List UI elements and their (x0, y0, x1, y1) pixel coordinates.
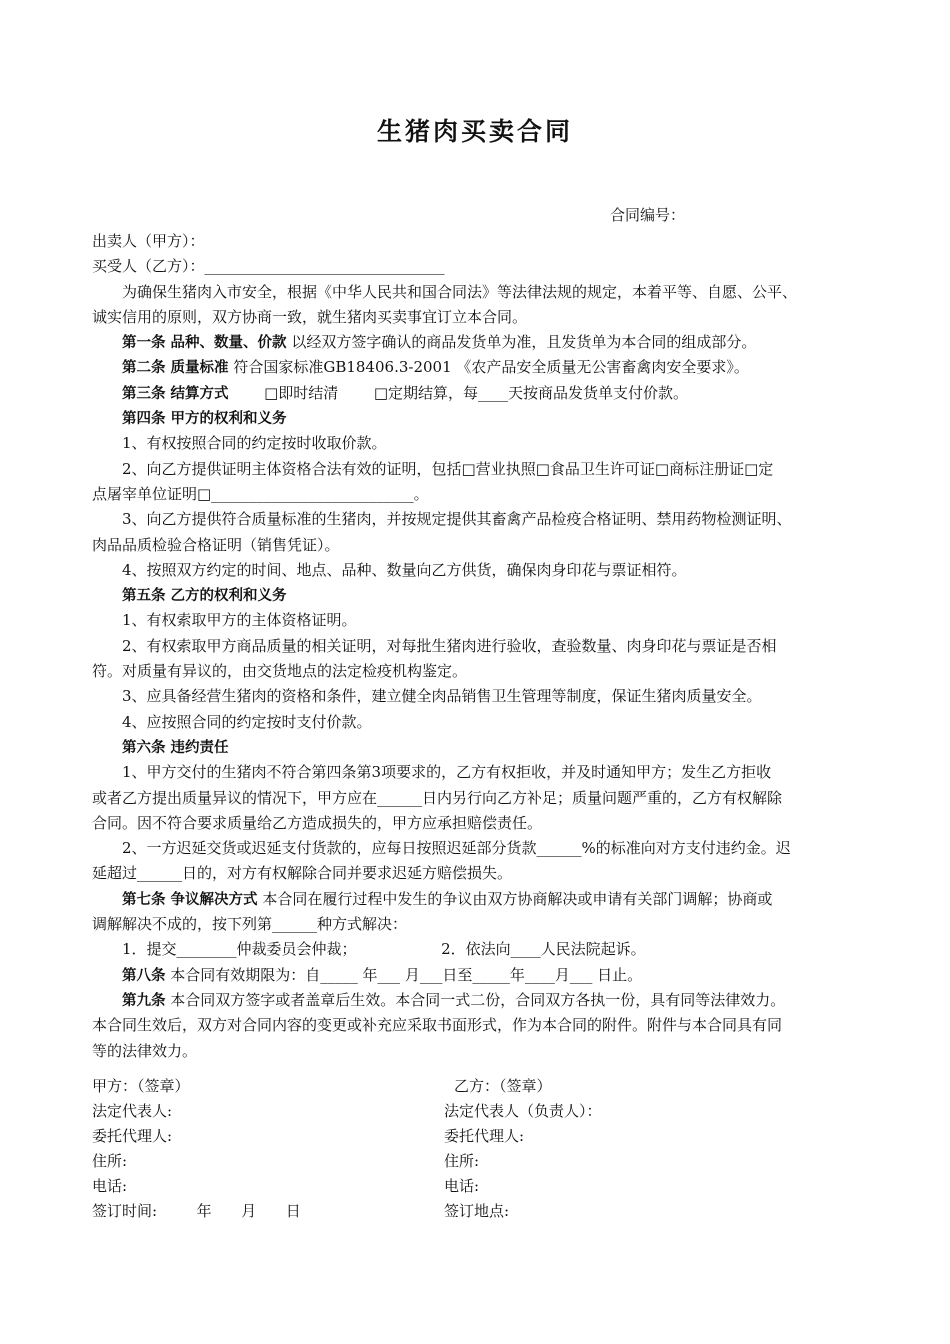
article-text: 本合同双方签字或者盖章后生效。本合同一式二份，合同双方各执一份，具有同等法律效力。 (170, 990, 786, 1009)
party-a-representative: 法定代表人: (92, 1102, 173, 1120)
article-3 (92, 381, 876, 406)
article-9 (92, 988, 876, 1013)
seller-line: 出卖人（甲方）： (92, 232, 205, 250)
article-text: 本合同在履行过程中发生的争议由双方协商解决或申请有关部门调解；协商或 (262, 889, 773, 908)
clause-line: 3、向乙方提供符合质量标准的生猪肉，并按规定提供其畜禽产品检疫合格证明、禁用药物检测证明、 (122, 510, 792, 529)
article-heading: 第六条 违约责任 (122, 739, 229, 756)
clause-line: 延超过______日的，对方有权解除合同并要求迟延方赔偿损失。 (92, 864, 513, 883)
dispute-option-court: 2．依法向____人民法院起诉。 (441, 940, 646, 959)
article-2 (92, 355, 876, 380)
clause-line: 4、应按照合同的约定按时支付价款。 (122, 712, 372, 731)
clause-line: 调解解决不成的，按下列第______种方式解决： (92, 915, 408, 934)
party-a-phone: 电话: (92, 1177, 128, 1195)
article-text: 符合国家标准GB18406.3-2001 《农产品安全质量无公害畜禽肉安全要求》。 (233, 358, 749, 377)
signature-block (92, 1074, 876, 1224)
clause-line: 点屠宰单位证明□___________________________。 (92, 484, 429, 503)
article-8 (92, 963, 876, 988)
contract-number-label: 合同编号： (610, 206, 686, 224)
clause-line: 合同。因不符合要求质量给乙方造成损失的，甲方应承担赔偿责任。 (92, 813, 543, 832)
article-heading: 第七条 争议解决方式 (122, 891, 258, 908)
article-heading: 第二条 质量标准 (122, 360, 229, 377)
clause-line: 3、应具备经营生猪肉的资格和条件，建立健全肉品销售卫生管理等制度，保证生猪肉质量安全。 (122, 687, 762, 706)
page-title: 生猪肉买卖合同 (376, 117, 573, 146)
article-heading: 第九条 (122, 992, 166, 1009)
party-b-phone: 电话: (444, 1177, 480, 1195)
signing-date (92, 1199, 444, 1224)
clause-line: 或者乙方提出质量异议的情况下，甲方应在______日内另行向乙方补足；质量问题严重的，乙方有权解除 (92, 788, 783, 807)
dispute-options (92, 937, 876, 962)
month-label: 月 (241, 1202, 257, 1220)
clause-line: 4、按照双方约定的时间、地点、品种、数量向乙方供货，确保肉身印花与票证相符。 (122, 560, 687, 579)
party-a-address: 住所: (92, 1152, 128, 1170)
party-b-agent: 委托代理人: (444, 1127, 525, 1145)
buyer-line: 买受人（乙方）：________________________________ (92, 257, 445, 276)
clause-line: 1、有权索取甲方的主体资格证明。 (122, 611, 357, 630)
article-text: 以经双方签字确认的商品发货单为准，且发货单为本合同的组成部分。 (291, 333, 757, 352)
article-5 (92, 583, 876, 608)
article-heading: 第三条 结算方式 (122, 385, 229, 402)
settlement-option-periodic: □定期结算，每____天按商品发货单支付价款。 (373, 383, 689, 402)
article-heading: 第一条 品种、数量、价款 (122, 335, 287, 352)
party-b-representative: 法定代表人（负责人）： (444, 1102, 602, 1120)
clause-line: 1、有权按照合同的约定按时收取价款。 (122, 434, 387, 453)
signing-place: 签订地点: (444, 1202, 510, 1220)
dispute-option-arbitration: 1．提交________仲裁委员会仲裁； (122, 940, 357, 959)
settlement-option-immediate: □即时结清 (264, 383, 339, 402)
clause-line: 符。对质量有异议的，由交货地点的法定检疫机构鉴定。 (92, 662, 468, 681)
clause-line: 2、有权索取甲方商品质量的相关证明，对每批生猪肉进行验收，查验数量、肉身印花与票证是否相 (122, 636, 777, 655)
year-label: 年 (196, 1202, 212, 1220)
clause-line: 1、甲方交付的生猪肉不符合第四条第3项要求的，乙方有权拒收，并及时通知甲方；发生乙方拒收 (122, 763, 772, 782)
intro-paragraph-line: 诚实信用的原则，双方协商一致，就生猪肉买卖事宜订立本合同。 (92, 307, 528, 326)
party-b-address: 住所: (444, 1152, 480, 1170)
contract-body (92, 229, 876, 1064)
article-text: 本合同有效期限为：自_____ 年___ 月___日至_____年____月___ 日止。 (170, 965, 643, 984)
party-a-seal: 甲方：（签章） (92, 1077, 190, 1095)
article-heading: 第八条 (122, 967, 166, 984)
day-label: 日 (285, 1202, 301, 1220)
article-4 (92, 406, 876, 431)
article-6 (92, 735, 876, 760)
intro-paragraph-line: 为确保生猪肉入市安全，根据《中华人民共和国合同法》等法律法规的规定，本着平等、自愿、公平、 (122, 282, 798, 301)
article-7 (92, 887, 876, 912)
article-1 (92, 330, 876, 355)
article-heading: 第五条 乙方的权利和义务 (122, 588, 287, 605)
clause-line: 2、一方迟延交货或迟延支付货款的，应每日按照迟延部分货款______%的标准向对方支付违约金。迟 (122, 839, 791, 858)
clause-line: 2、向乙方提供证明主体资格合法有效的证明，包括□营业执照□食品卫生许可证□商标注册证□定 (122, 459, 774, 478)
article-heading: 第四条 甲方的权利和义务 (122, 411, 287, 428)
clause-line: 等的法律效力。 (92, 1041, 198, 1060)
party-b-seal: 乙方：（签章） (454, 1077, 552, 1095)
clause-line: 本合同生效后，双方对合同内容的变更或补充应采取书面形式，作为本合同的附件。附件与本合同具有同 (92, 1016, 783, 1035)
clause-line: 肉品品质检验合格证明（销售凭证）。 (92, 535, 340, 554)
party-a-agent: 委托代理人: (92, 1127, 173, 1145)
signing-date-label: 签订时间: (92, 1202, 158, 1220)
